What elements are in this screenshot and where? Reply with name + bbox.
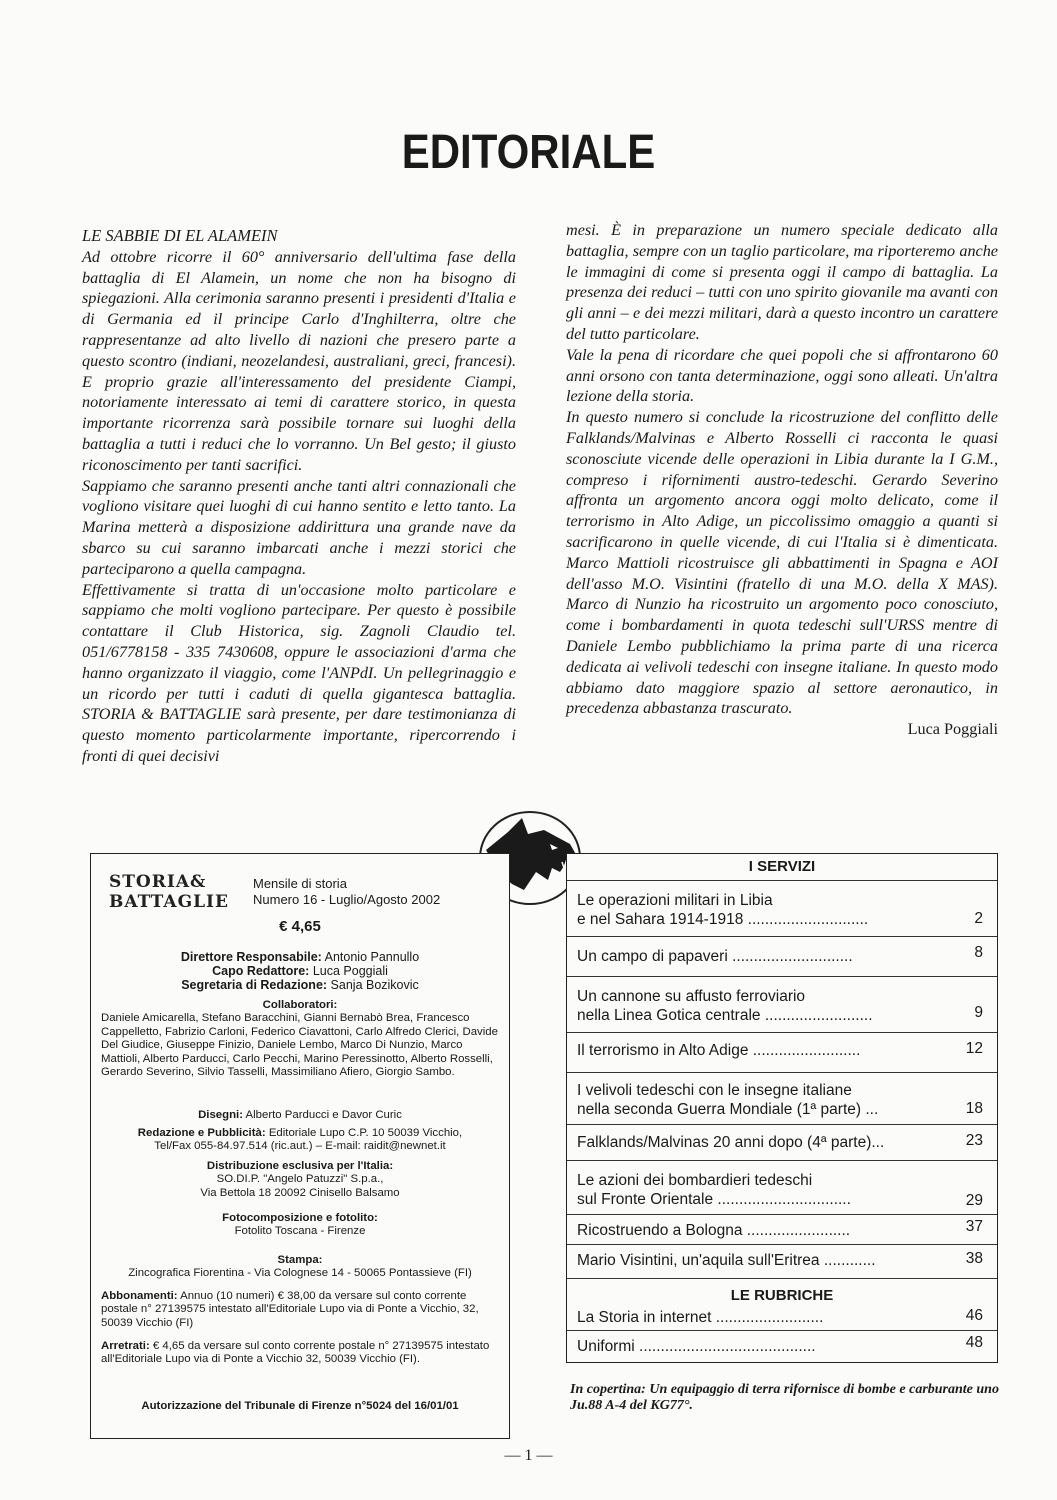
masthead-box [90,853,510,1439]
contents-item-title: La Storia in internet ......................... [577,1309,824,1326]
abbonamenti-label: Abbonamenti: [101,1290,178,1302]
redazione-label: Redazione e Pubblicità: [137,1127,266,1139]
rubriche-heading: LE RUBRICHE [567,1278,997,1304]
direttore-label: Direttore Responsabile: [180,950,322,964]
contents-item-title: Un cannone su affusto ferroviario nella Linea Gotica centrale ......................... [577,988,873,1024]
collaboratori-list: Daniele Amicarella, Stefano Baracchini, Gianni Bernabò Brea, Francesco Cappelletto, Fabrizio Carloni, Federico Ciavattoni, Carlo Alfredo Clerici, Davide Del Giudice, Giuseppe Finizio, Daniele Lembo, Marco Di Nunzio, Marco Mattioli, Alberto Parducci, Carlo Pecchi, Marino Peressinotto, Alberto Rosselli, Gerardo Severino, Silvio Tasselli, Massimiliano Afiero, Giorgio Sambo. [101,1012,498,1079]
contents-item-page: 9 [974,1004,983,1021]
contents-item-title: Le azioni dei bombardieri tedeschi sul Fronte Orientale ............................... [577,1172,851,1208]
segretaria-name: Sanja Bozikovic [330,978,419,992]
contents-item[interactable] [567,1244,997,1277]
masthead-subtitle: Mensile di storia [253,876,347,891]
masthead-info [253,876,440,908]
distribuzione-block [101,1160,499,1200]
masthead-issue: Numero 16 - Luglio/Agosto 2002 [253,892,441,907]
contents-item-title: Mario Visintini, un'aquila sull'Eritrea ............ [577,1252,876,1269]
contents-item-page: 29 [965,1192,983,1209]
distribuzione-line1: SO.DI.P. "Angelo Patuzzi" S.p.a., [216,1173,384,1186]
direttore-name: Antonio Pannullo [324,950,420,964]
disegni-label: Disegni: [198,1109,243,1121]
contents-item[interactable] [567,1330,997,1363]
contents-item-title: Un campo di papaveri ............................ [577,948,853,965]
contents-item[interactable] [567,880,997,937]
abbonamenti-block [101,1290,499,1330]
contents-item[interactable] [567,936,997,977]
logo-line2: BATTAGLIE [109,892,229,912]
price: € 4,65 [279,918,321,935]
stampa-block [101,1254,499,1281]
capo-name: Luca Poggiali [312,964,388,978]
contents-item-page: 23 [965,1132,983,1149]
contents-item-page: 18 [965,1100,983,1117]
contents-item-title: Ricostruendo a Bologna ........................ [577,1222,851,1239]
contents-item-page: 12 [965,1040,983,1057]
contents-item[interactable] [567,1032,997,1073]
contents-item[interactable] [567,1302,997,1330]
contents-item[interactable] [567,976,997,1033]
autorizzazione: Autorizzazione del Tribunale di Firenze n°5024 del 16/01/01 [141,1400,459,1412]
cover-caption: In copertina: Un equipaggio di terra rifornisce di bombe e carburante uno Ju.88 A-4 del KG77°. [570,1382,999,1413]
contents-item-title: I velivoli tedeschi con le insegne italiane nella seconda Guerra Mondiale (1ª parte) ... [577,1082,879,1118]
arretrati-block [101,1340,499,1367]
contents-item-page: 2 [974,910,983,927]
arretrati-value: € 4,65 da versare sul conto corrente postale n° 27139575 intestato all'Editoriale Lupo via di Ponte a Vicchio 32, 50039 Vicchio (FI). [101,1340,490,1366]
page-title: EDITORIALE [401,124,656,179]
logo-line1: STORIA& [109,872,207,892]
stampa-label: Stampa: [277,1254,323,1266]
collaboratori-block [101,999,499,1079]
contents-item-page: 38 [965,1250,983,1267]
storia-battaglie-logo [109,872,239,916]
distribuzione-label: Distribuzione esclusiva per l'Italia: [206,1160,394,1172]
contents-item-page: 46 [965,1307,983,1324]
redazione-value: Editoriale Lupo C.P. 10 50039 Vicchio, Tel/Fax 055-84.97.514 (ric.aut.) – E-mail: raidit@newnet.it [154,1127,463,1153]
foto-value: Fotolito Toscana - Firenze [234,1225,366,1238]
editorial-paragraph: mesi. È in preparazione un numero speciale dedicato alla battaglia, sempre con un taglio particolare, ma riporteremo anche le immagini di come si presenta oggi il campo di battaglia. La presenza dei reduci – tutti con uno spirito giovanile ma avanti con gli anni – e dei mezzi militari, darà a questo incontro un carattere del tutto particolare. [566,221,998,343]
stampa-value: Zincografica Fiorentina - Via Colognese 14 - 50065 Pontassieve (FI) [128,1267,472,1280]
contents-item-page: 48 [965,1334,983,1351]
foto-label: Fotocomposizione e fotolito: [222,1212,378,1224]
contents-item-title: Il terrorismo in Alto Adige ......................... [577,1042,861,1059]
contents-item-page: 8 [974,944,983,961]
editorial-paragraph: Ad ottobre ricorre il 60° anniversario dell'ultima fase della battaglia di El Alamein, un nome che non ha bisogno di spiegazioni. Alla cerimonia saranno presenti i presidenti d'Italia e di Germania ed il principe Carlo d'Inghilterra, oltre che rappresentanze ad alto livello di nazioni che presero parte a questo scontro (indiani, neozelandesi, australiani, greci, francesi). E proprio grazie all'interessamento del presidente Ciampi, notoriamente interessato ai temi di carattere storico, in questa importante ricorrenza sarà possibile tornare sui luoghi della battaglia a tutti i reduci che lo vorranno. Un Bel gesto; il giusto riconoscimento per tanti sacrifici. [82,247,516,474]
distribuzione-line2: Via Bettola 18 20092 Cinisello Balsamo [200,1186,400,1199]
editorial-heading: LE SABBIE DI EL ALAMEIN [82,226,278,245]
page-number: — 1 — [504,1447,553,1464]
editorial-right-column [566,220,998,740]
redazione-block [101,1127,499,1154]
editorial-left-column [82,226,516,767]
collaboratori-label: Collaboratori: [262,999,338,1011]
contents-box [566,853,998,1363]
capo-label: Capo Redattore: [212,964,310,978]
editorial-signature: Luca Poggiali [907,720,998,739]
editorial-paragraph: Sappiamo che saranno presenti anche tanti altri connazionali che vogliono visitare quei luoghi di cui hanno sentito e letto tanto. La Marina metterà a disposizione addirittura una grande nave da sbarco su cui saranno imbarcati anche i mezzi storici che parteciparono a quella campagna. [82,476,516,578]
abbonamenti-value: Annuo (10 numeri) € 38,00 da versare sul conto corrente postale n° 27139575 intestato all'Editoriale Lupo via di Ponte a Vicchio, 32, 50039 Vicchio (FI) [101,1290,479,1329]
editorial-paragraph: In questo numero si conclude la ricostruzione del conflitto delle Falklands/Malvinas e Alberto Rosselli ci racconta le quasi sconosciute vicende delle operazioni in Libia durante la I G.M., compreso i rifornimenti austro-tedeschi. Gerardo Severino affronta un argomento ancora oggi molto delicato, come il terrorismo in Alto Adige, un piccolissimo omaggio a quanti si sacrificarono in quelle vicende, di cui l'Italia si è dimenticata. Marco Mattioli ricostruisce gli abbattimenti in Spagna e AOI dell'asso M.O. Visintini (fratello di una M.O. della X MAS). Marco di Nunzio ha ricostruito un argomento poco conosciuto, come i bombardamenti in quota tedeschi sull'URSS mentre di Daniele Lembo pubblichiamo la prima parte di una ricerca dedicata ai velivoli tedeschi con insegne italiane. In questo modo abbiamo dato maggiore spazio al settore aeronautico, in precedenza abbastanza trascurato. [566,408,998,718]
contents-item-title: Falklands/Malvinas 20 anni dopo (4ª parte)... [577,1134,885,1151]
contents-item-title: Uniformi ......................................... [577,1338,816,1355]
contents-item-title: Le operazioni militari in Libia e nel Sahara 1914-1918 ............................ [577,892,869,928]
contents-item[interactable] [567,1124,997,1161]
editorial-paragraph: Effettivamente si tratta di un'occasione molto particolare e sappiamo che molti vogliono partecipare. Per questo è possibile contattare il Club Historica, sig. Zagnoli Claudio tel. 051/6778158 - 335 7430608, oppure le associazioni d'arma che hanno organizzato il viaggio, come l'ANPdI. Un pellegrinaggio e un ricordo per tutti i caduti di quella gigantesca battaglia. STORIA & BATTAGLIE sarà presente, per dare testimonianza di questo momento particolarmente importante, ripercorrendo i fronti di quei decisivi [82,580,516,765]
fotocomposizione-block [101,1212,499,1239]
servizi-heading: I SERVIZI [748,858,816,875]
staff-block [101,950,499,992]
disegni-value: Alberto Parducci e Davor Curic [245,1109,402,1121]
segretaria-label: Segretaria di Redazione: [181,978,328,992]
contents-item[interactable] [567,1214,997,1245]
disegni-block [101,1109,499,1122]
arretrati-label: Arretrati: [101,1340,150,1352]
contents-item[interactable] [567,1072,997,1125]
contents-item-page: 37 [965,1218,983,1235]
editorial-paragraph: Vale la pena di ricordare che quei popoli che si affrontarono 60 anni orsono con tanta determinazione, oggi sono alleati. Un'altra lezione della storia. [566,345,998,406]
contents-item[interactable] [567,1160,997,1215]
